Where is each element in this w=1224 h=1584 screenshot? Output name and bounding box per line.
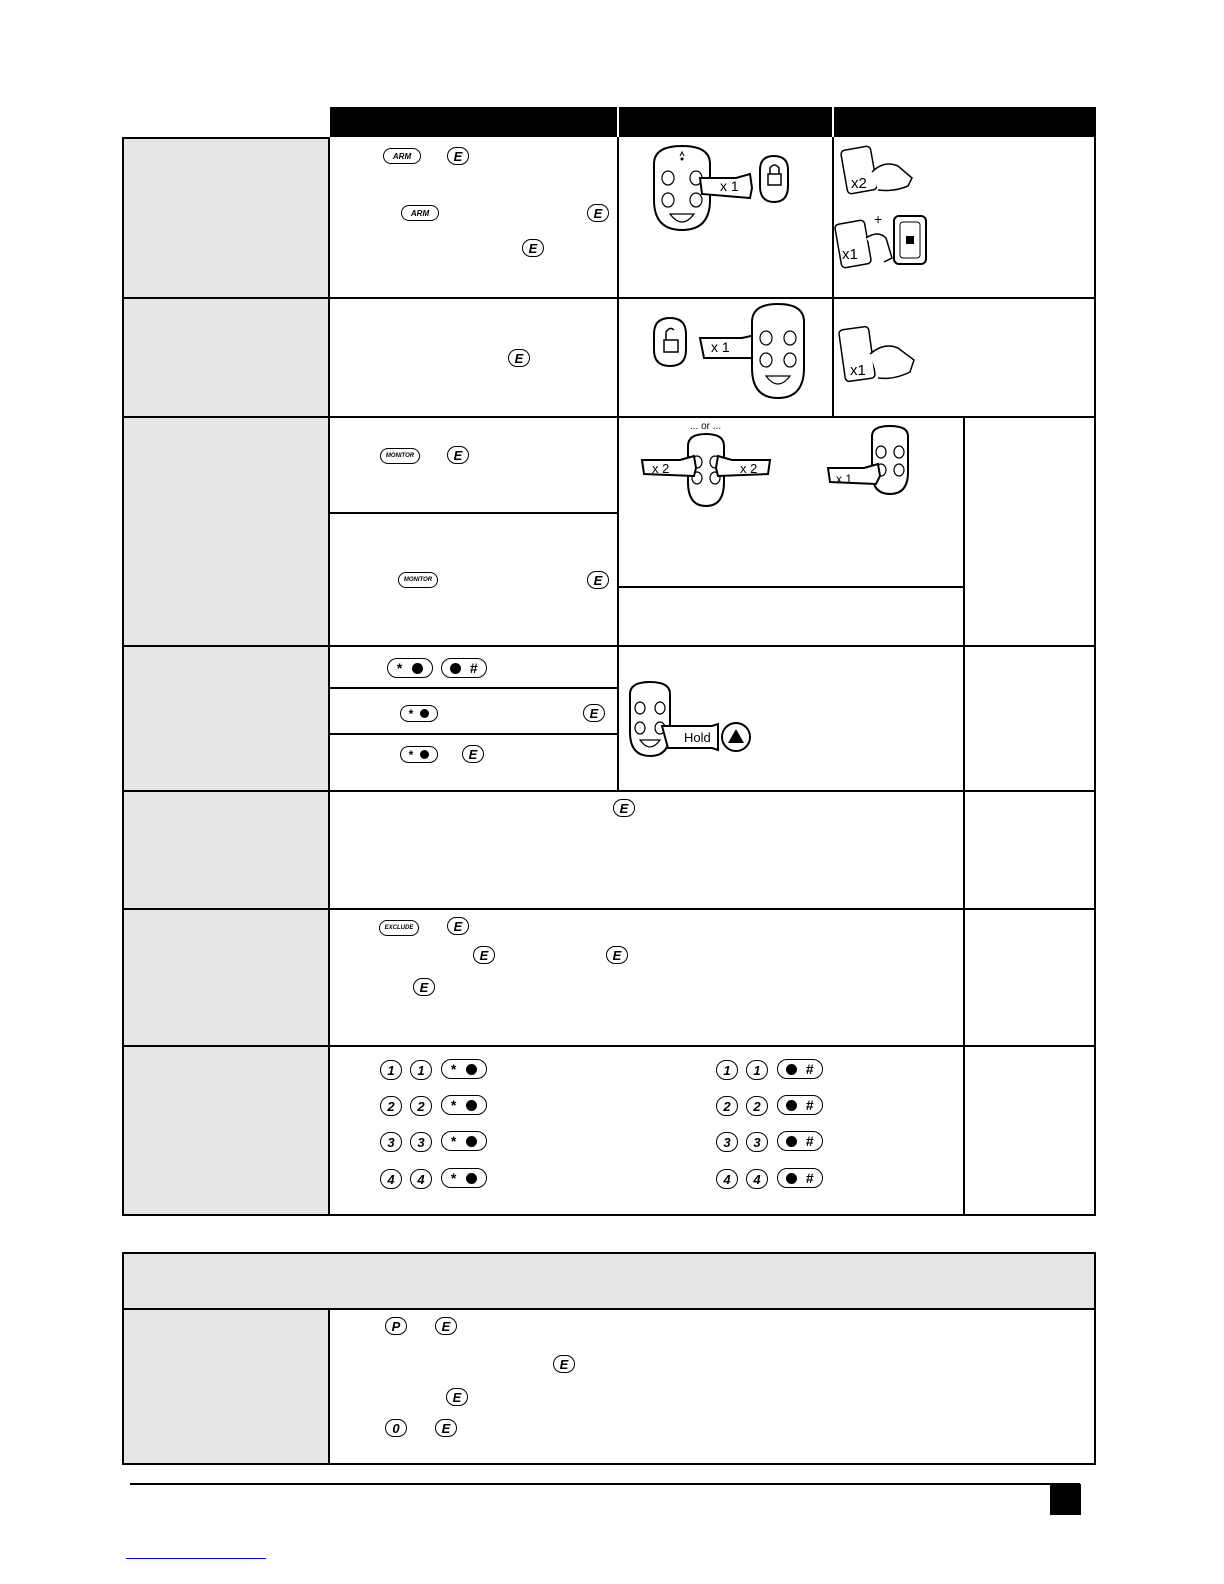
monitor-key[interactable]: MONITOR	[398, 572, 438, 588]
exclude-key[interactable]: EXCLUDE	[379, 920, 419, 936]
enter-key[interactable]: E	[587, 204, 609, 222]
enter-key[interactable]: E	[522, 239, 544, 257]
digit-key[interactable]: 4	[716, 1169, 738, 1189]
row-divider	[122, 416, 1096, 418]
shield-icon	[466, 1173, 477, 1184]
arm-key[interactable]: ARM	[401, 205, 439, 221]
footer-link-underline[interactable]	[126, 1558, 266, 1559]
enter-key[interactable]: E	[447, 147, 469, 165]
shield-icon	[450, 663, 461, 674]
star-key[interactable]	[387, 658, 433, 678]
hash-symbol: #	[805, 1061, 814, 1077]
digit-key[interactable]: 2	[410, 1096, 432, 1116]
enter-key[interactable]: E	[435, 1419, 457, 1437]
remote-press-count: x 2	[652, 461, 670, 476]
star-symbol: *	[396, 660, 403, 676]
table-border	[122, 1308, 1096, 1310]
shield-icon	[412, 663, 423, 674]
column-divider	[963, 416, 965, 1216]
star-symbol: *	[408, 747, 414, 762]
row-divider	[122, 790, 1096, 792]
table-border	[122, 137, 330, 139]
shield-icon	[786, 1100, 797, 1111]
shield-icon	[466, 1100, 477, 1111]
table-border	[122, 1463, 1096, 1465]
shield-icon	[466, 1136, 477, 1147]
row-divider	[122, 1045, 1096, 1047]
row-label-outputs	[123, 1046, 329, 1214]
hash-symbol: #	[469, 660, 478, 676]
star-key[interactable]	[441, 1095, 487, 1115]
star-symbol: *	[450, 1133, 457, 1149]
star-symbol: *	[450, 1061, 457, 1077]
or-label: ... or ...	[690, 421, 722, 432]
enter-key[interactable]: E	[473, 946, 495, 964]
row-divider	[122, 908, 1096, 910]
remote-press-count: x 1	[711, 339, 730, 355]
card-swipe-count: x1	[842, 246, 858, 263]
enter-key[interactable]: E	[413, 978, 435, 996]
enter-key[interactable]: E	[606, 946, 628, 964]
star-symbol: *	[450, 1170, 457, 1186]
arm-key[interactable]: ARM	[383, 148, 421, 164]
page-number-box	[1050, 1484, 1081, 1515]
digit-key[interactable]: 3	[716, 1132, 738, 1152]
digit-key[interactable]: 3	[380, 1132, 402, 1152]
enter-key[interactable]: E	[587, 571, 609, 589]
shield-icon	[420, 750, 429, 759]
star-key[interactable]	[400, 705, 438, 722]
star-key[interactable]	[441, 1168, 487, 1188]
row-label-exclude	[123, 909, 329, 1045]
hash-key[interactable]	[777, 1131, 823, 1151]
digit-key[interactable]: 2	[746, 1096, 768, 1116]
digit-key[interactable]: 4	[746, 1169, 768, 1189]
digit-key[interactable]: 2	[380, 1096, 402, 1116]
digit-key[interactable]: 4	[410, 1169, 432, 1189]
digit-key[interactable]: 1	[716, 1060, 738, 1080]
enter-key[interactable]: E	[613, 799, 635, 817]
row-label-program	[123, 1310, 329, 1463]
shield-icon	[786, 1136, 797, 1147]
enter-key[interactable]: E	[446, 1388, 468, 1406]
remote-panic-illustration	[626, 678, 756, 760]
digit-key[interactable]: 3	[410, 1132, 432, 1152]
column-divider	[328, 1308, 330, 1465]
row-label-codes	[123, 792, 329, 908]
hash-key[interactable]	[777, 1168, 823, 1188]
sub-divider	[329, 733, 618, 735]
card-swipe-count: x2	[851, 175, 867, 192]
row-label-monitor	[123, 417, 329, 645]
header-divider	[832, 107, 834, 137]
digit-key[interactable]: 3	[746, 1132, 768, 1152]
sub-divider	[329, 512, 618, 514]
row-divider	[122, 297, 1096, 299]
star-symbol: *	[408, 706, 414, 721]
enter-key[interactable]: E	[447, 446, 469, 464]
hash-symbol: #	[805, 1170, 814, 1186]
digit-key[interactable]: 4	[380, 1169, 402, 1189]
star-key[interactable]	[400, 746, 438, 763]
header-divider	[617, 107, 619, 137]
program-table-header	[123, 1253, 1095, 1308]
table-border	[122, 1252, 1096, 1254]
shield-icon	[786, 1064, 797, 1075]
shield-icon	[420, 709, 429, 718]
card-swipe-count: x1	[850, 362, 866, 379]
star-key[interactable]	[441, 1131, 487, 1151]
enter-key[interactable]: E	[447, 917, 469, 935]
table-border	[122, 1214, 1096, 1216]
program-key[interactable]: P	[385, 1317, 407, 1335]
remote-disarm-illustration	[648, 302, 818, 412]
monitor-key[interactable]: MONITOR	[380, 448, 420, 464]
enter-key[interactable]: E	[508, 349, 530, 367]
card-disarm-illustration	[834, 322, 924, 390]
hash-key[interactable]	[441, 658, 487, 678]
star-symbol: *	[450, 1097, 457, 1113]
remote-press-count: x 2	[740, 461, 758, 476]
enter-key[interactable]: E	[462, 745, 484, 763]
digit-key[interactable]: 1	[746, 1060, 768, 1080]
hash-symbol: #	[805, 1133, 814, 1149]
digit-key[interactable]: 1	[380, 1060, 402, 1080]
digit-key[interactable]: 2	[716, 1096, 738, 1116]
row-label-panic	[123, 646, 329, 791]
table-border	[122, 1252, 124, 1465]
hash-key[interactable]	[777, 1059, 823, 1079]
digit-key[interactable]: 1	[410, 1060, 432, 1080]
remote-monitor-alt-illustration	[826, 424, 918, 498]
card-plus: +	[874, 211, 883, 227]
row-label-disarm	[123, 298, 329, 416]
hash-key[interactable]	[777, 1095, 823, 1115]
sub-divider	[618, 586, 964, 588]
star-key[interactable]	[441, 1059, 487, 1079]
hash-symbol: #	[805, 1097, 814, 1113]
enter-key[interactable]: E	[553, 1355, 575, 1373]
enter-key[interactable]: E	[583, 704, 605, 722]
shield-icon	[786, 1173, 797, 1184]
remote-press-count: x 1	[720, 178, 739, 194]
sub-divider	[329, 687, 618, 689]
column-divider	[617, 137, 619, 791]
shield-icon	[466, 1064, 477, 1075]
enter-key[interactable]: E	[435, 1317, 457, 1335]
footer-rule	[130, 1483, 1080, 1485]
row-label-arm	[123, 138, 329, 297]
table-border	[1094, 1252, 1096, 1465]
remote-press-count: x 1	[836, 472, 853, 486]
table-header-bar	[330, 107, 1096, 137]
zero-key[interactable]: 0	[385, 1419, 407, 1437]
remote-hold-label: Hold	[684, 730, 711, 745]
row-divider	[122, 645, 1096, 647]
